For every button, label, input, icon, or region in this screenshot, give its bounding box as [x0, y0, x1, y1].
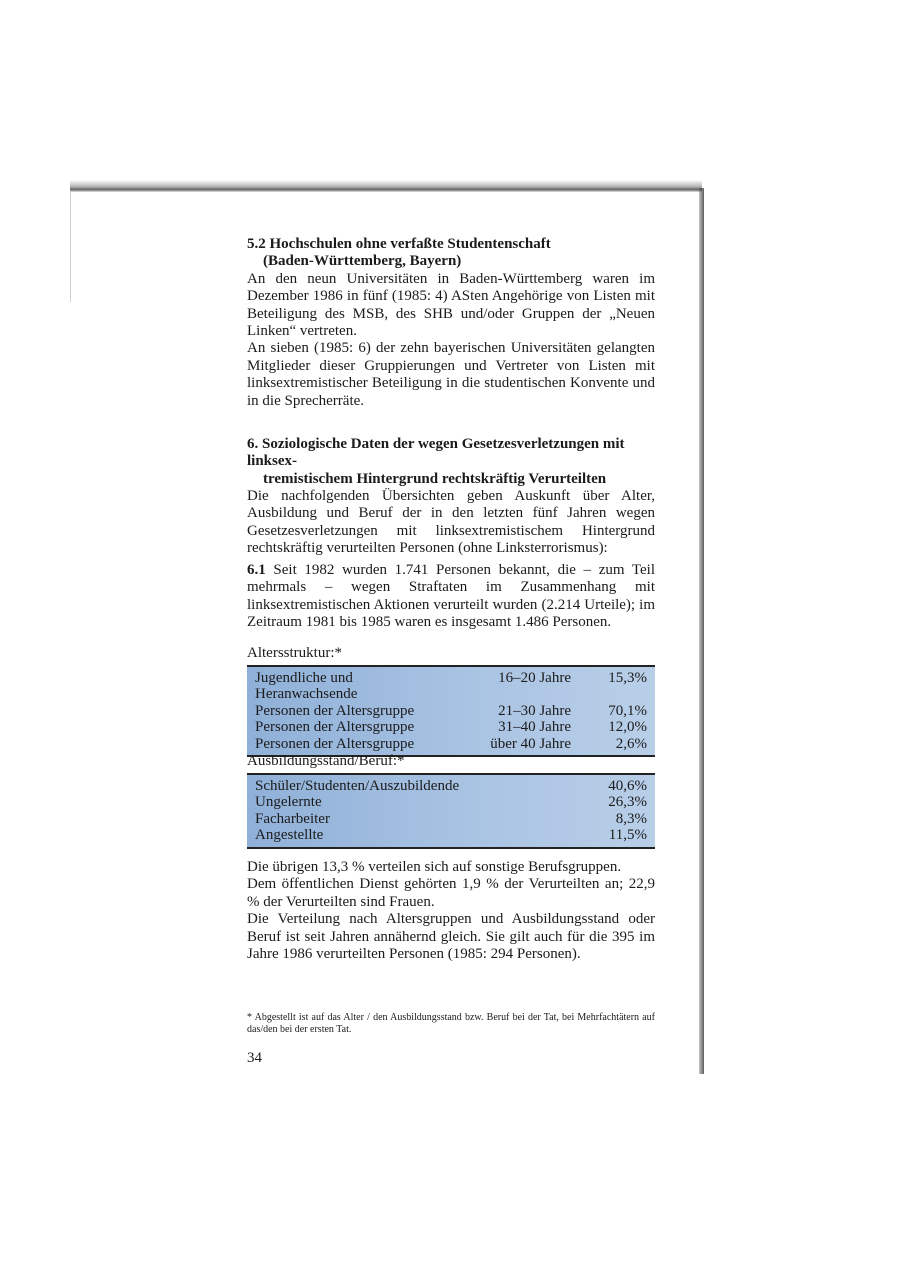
table-row — [247, 670, 655, 703]
footnote-block — [247, 1012, 655, 1036]
table-row — [247, 794, 655, 810]
table-row — [247, 827, 655, 843]
age-group: Jugendliche und Heranwachsende — [255, 670, 358, 703]
age-group: Personen der Altersgruppe — [255, 735, 415, 752]
section-6-title: 6. Soziologische Daten der wegen Gesetzesverletzungen mit linksex- — [247, 436, 625, 470]
closing-text — [247, 859, 655, 963]
table-row — [247, 778, 655, 794]
scan-edge-left — [70, 192, 71, 302]
section-6-1-number: 6.1 — [247, 562, 266, 578]
education-group: Facharbeiter — [255, 810, 330, 827]
age-structure-label: Altersstruktur:* — [247, 645, 342, 661]
section-5-2-paragraph-2: An sieben (1985: 6) der zehn bayerischen Universitäten gelangten Mitglieder dieser Gruppierungen und Vertreter von Listen mit linksextremistischer Beteiligung in die studentischen Konvente und in die Sprecherräte. — [247, 340, 655, 409]
section-6-intro — [247, 488, 655, 558]
table-row — [247, 811, 655, 827]
scan-edge-top — [70, 180, 702, 192]
education-label: Ausbildungsstand/Beruf:* — [247, 753, 405, 769]
age-table — [247, 665, 655, 757]
education-group: Angestellte — [255, 827, 324, 844]
age-range: 31–40 Jahre — [498, 719, 571, 736]
education-group: Schüler/Studenten/Auszubildende — [255, 778, 460, 794]
section-6-1 — [247, 562, 655, 632]
age-group: Personen der Altersgruppe — [255, 702, 415, 719]
age-percent: 12,0% — [608, 719, 647, 736]
section-5-2 — [247, 236, 655, 410]
section-6-1-paragraph — [247, 562, 655, 632]
age-percent: 2,6% — [615, 735, 647, 752]
footnote: * Abgestellt ist auf das Alter / den Ausbildungsstand bzw. Beruf bei der Tat, bei Mehrfachtätern auf das/den bei der ersten Tat. — [247, 1012, 655, 1035]
education-table — [247, 773, 655, 849]
section-6-heading — [247, 436, 655, 488]
age-percent: 70,1% — [608, 702, 647, 719]
education-percent: 40,6% — [608, 778, 647, 794]
age-range: über 40 Jahre — [490, 735, 571, 752]
closing-line-2: Dem öffentlichen Dienst gehörten 1,9 % der Verurteilten an; 22,9 % der Verurteilten sind Frauen. — [247, 876, 655, 910]
scan-edge-right — [699, 188, 704, 1074]
education-group: Ungelernte — [255, 794, 322, 811]
section-5-2-paragraph-1: An den neun Universitäten in Baden-Württemberg waren im Dezember 1986 in fünf (1985: 4) ASten Angehörige von Listen mit Beteiligung des MSB, des SHB und/oder Gruppen der „Neuen Linken“ vertreten. — [247, 270, 655, 340]
table-row — [247, 703, 655, 719]
age-range: 21–30 Jahre — [498, 702, 571, 719]
table-row — [247, 736, 655, 752]
page-number-block — [247, 1050, 655, 1067]
education-percent: 11,5% — [608, 827, 647, 844]
page-number: 34 — [247, 1050, 262, 1066]
section-6-intro-paragraph: Die nachfolgenden Übersichten geben Auskunft über Alter, Ausbildung und Beruf der in den letzten fünf Jahren wegen Gesetzesverletzungen mit linksextremistischem Hintergrund rechtskräftig verurteilten Personen (ohne Linksterrorismus): — [247, 488, 655, 557]
education-percent: 8,3% — [615, 810, 647, 827]
table-row — [247, 719, 655, 735]
section-6-1-text: Seit 1982 wurden 1.741 Personen bekannt, die – zum Teil mehrmals – wegen Straftaten im Zusammenhang mit linksextremistischen Aktionen verurteilt wurden (2.214 Urteile); im Zeitraum 1981 bis 1985 waren es insgesamt 1.486 Personen. — [247, 562, 655, 631]
closing-line-1: Die übrigen 13,3 % verteilen sich auf sonstige Berufsgruppen. — [247, 859, 622, 875]
section-5-2-title: 5.2 Hochschulen ohne verfaßte Studentenschaft — [247, 236, 551, 252]
section-6-title-continued: tremistischem Hintergrund rechtskräftig Verurteilten — [263, 470, 607, 487]
age-range: 16–20 Jahre — [498, 670, 571, 686]
closing-line-3: Die Verteilung nach Altersgruppen und Ausbildungsstand oder Beruf ist seit Jahren annähernd gleich. Sie gilt auch für die 395 im Jahre 1986 verurteilten Personen (1985: 294 Personen). — [247, 911, 655, 963]
section-5-2-subtitle: (Baden-Württemberg, Bayern) — [263, 253, 462, 270]
age-table-label — [247, 645, 655, 662]
education-percent: 26,3% — [608, 794, 647, 811]
age-percent: 15,3% — [608, 670, 647, 686]
education-table-label — [247, 753, 655, 770]
age-group: Personen der Altersgruppe — [255, 719, 415, 736]
